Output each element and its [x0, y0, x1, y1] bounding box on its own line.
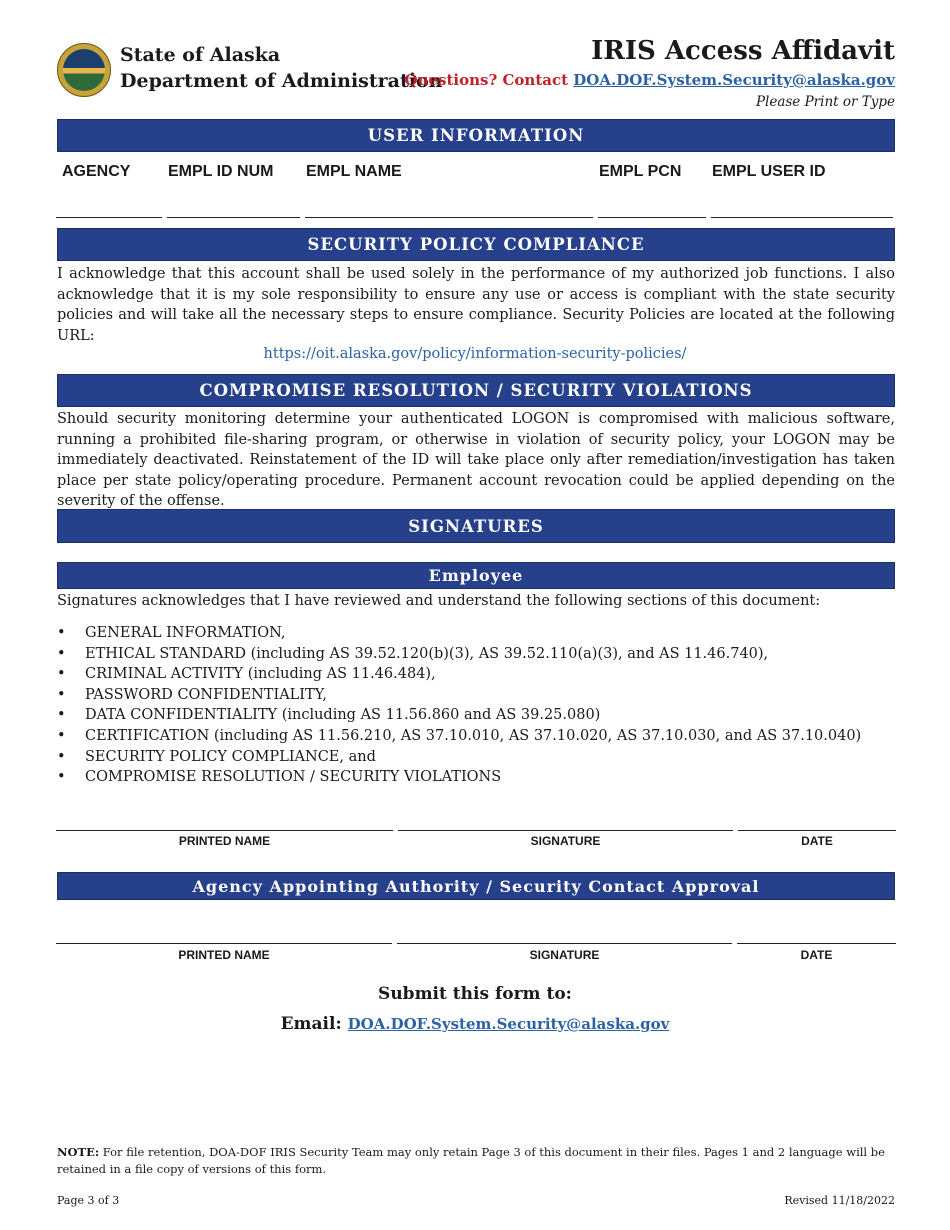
agency-signature-field[interactable] — [397, 943, 732, 944]
org-line-department: Department of Administration — [120, 70, 443, 92]
contact-label: Questions? Contact — [404, 71, 569, 89]
agency-field[interactable] — [56, 217, 162, 218]
acknowledged-sections-list — [57, 623, 861, 788]
list-item: • CRIMINAL ACTIVITY (including AS 11.46.484), — [57, 664, 861, 685]
signatures-intro: Signatures acknowledges that I have reviewed and understand the following sections of this document: — [57, 593, 821, 609]
alaska-state-seal-icon — [57, 43, 111, 97]
contact-line — [405, 71, 895, 89]
employee-signature-field[interactable] — [398, 830, 733, 831]
security-policy-url-link[interactable]: https://oit.alaska.gov/policy/information-security-policies/ — [263, 346, 687, 362]
agency-printed-name-field[interactable] — [56, 943, 392, 944]
revision-date: Revised 11/18/2022 — [784, 1194, 895, 1207]
note-label: NOTE: — [57, 1145, 100, 1159]
print-note: Please Print or Type — [755, 94, 895, 110]
agency-date-field[interactable] — [737, 943, 896, 944]
empl-pcn-field[interactable] — [598, 217, 706, 218]
signatures-heading: SIGNATURES — [57, 509, 895, 543]
list-item: • COMPROMISE RESOLUTION / SECURITY VIOLATIONS — [57, 767, 861, 788]
user-information-heading: USER INFORMATION — [57, 119, 895, 152]
list-item: • ETHICAL STANDARD (including AS 39.52.120(b)(3), AS 39.52.110(a)(3), and AS 11.46.740), — [57, 644, 861, 665]
employee-signature-label: SIGNATURE — [530, 834, 601, 848]
list-item: • PASSWORD CONFIDENTIALITY, — [57, 685, 861, 706]
document-title: IRIS Access Affidavit — [591, 36, 895, 66]
empl-id-num-column-label: EMPL ID NUM — [168, 163, 274, 180]
page-number: Page 3 of 3 — [57, 1194, 120, 1207]
agency-printed-name-label: PRINTED NAME — [178, 948, 270, 962]
compromise-resolution-heading: COMPROMISE RESOLUTION / SECURITY VIOLATIONS — [57, 374, 895, 407]
employee-subheading: Employee — [57, 562, 895, 589]
compromise-resolution-text: Should security monitoring determine your authenticated LOGON is compromised with malicious software, running a prohibited file-sharing program, or otherwise in violation of security policy, your LOGON may be immediately deactivated. Reinstatement of the ID will take place only after remediation/investigation has taken place per state policy/operating procedure. Permanent account revocation could be applied depending on the severity of the offense. — [57, 411, 895, 509]
list-item: • DATA CONFIDENTIALITY (including AS 11.56.860 and AS 39.25.080) — [57, 705, 861, 726]
list-item: • GENERAL INFORMATION, — [57, 623, 861, 644]
submit-email-link[interactable]: DOA.DOF.System.Security@alaska.gov — [347, 1015, 670, 1033]
org-line-state: State of Alaska — [120, 44, 281, 66]
employee-date-label: DATE — [801, 834, 833, 848]
submit-email-line — [0, 1014, 950, 1034]
employee-printed-name-field[interactable] — [56, 830, 393, 831]
security-policy-text: I acknowledge that this account shall be used solely in the performance of my authorized job functions. I also acknowledge that it is my sole responsibility to ensure any use or access is compliant with the state security policies and will take all the necessary steps to ensure compliance. Security Policies are located at the following URL: — [57, 266, 895, 344]
employee-date-field[interactable] — [738, 830, 896, 831]
security-policy-heading: SECURITY POLICY COMPLIANCE — [57, 228, 895, 261]
agency-approval-subheading: Agency Appointing Authority / Security Contact Approval — [57, 872, 895, 900]
empl-pcn-column-label: EMPL PCN — [599, 163, 682, 180]
empl-name-column-label: EMPL NAME — [306, 163, 402, 180]
list-item: • SECURITY POLICY COMPLIANCE, and — [57, 747, 861, 768]
list-item: • CERTIFICATION (including AS 11.56.210, AS 37.10.010, AS 37.10.020, AS 37.10.030, and AS 37.10.040) — [57, 726, 861, 747]
retention-note — [57, 1144, 895, 1177]
agency-date-label: DATE — [800, 948, 833, 962]
empl-id-num-field[interactable] — [167, 217, 300, 218]
contact-email-link[interactable]: DOA.DOF.System.Security@alaska.gov — [573, 71, 895, 89]
submit-heading: Submit this form to: — [378, 984, 572, 1004]
agency-column-label: AGENCY — [62, 163, 131, 180]
empl-name-field[interactable] — [305, 217, 593, 218]
employee-printed-name-label: PRINTED NAME — [178, 834, 271, 848]
empl-user-id-column-label: EMPL USER ID — [712, 163, 826, 180]
note-text: For file retention, DOA-DOF IRIS Security Team may only retain Page 3 of this document in their files. Pages 1 and 2 language will be retained in a file copy of versions of this form. — [57, 1145, 885, 1176]
empl-user-id-field[interactable] — [711, 217, 893, 218]
agency-signature-label: SIGNATURE — [529, 948, 600, 962]
submit-email-label: Email: — [280, 1014, 342, 1034]
